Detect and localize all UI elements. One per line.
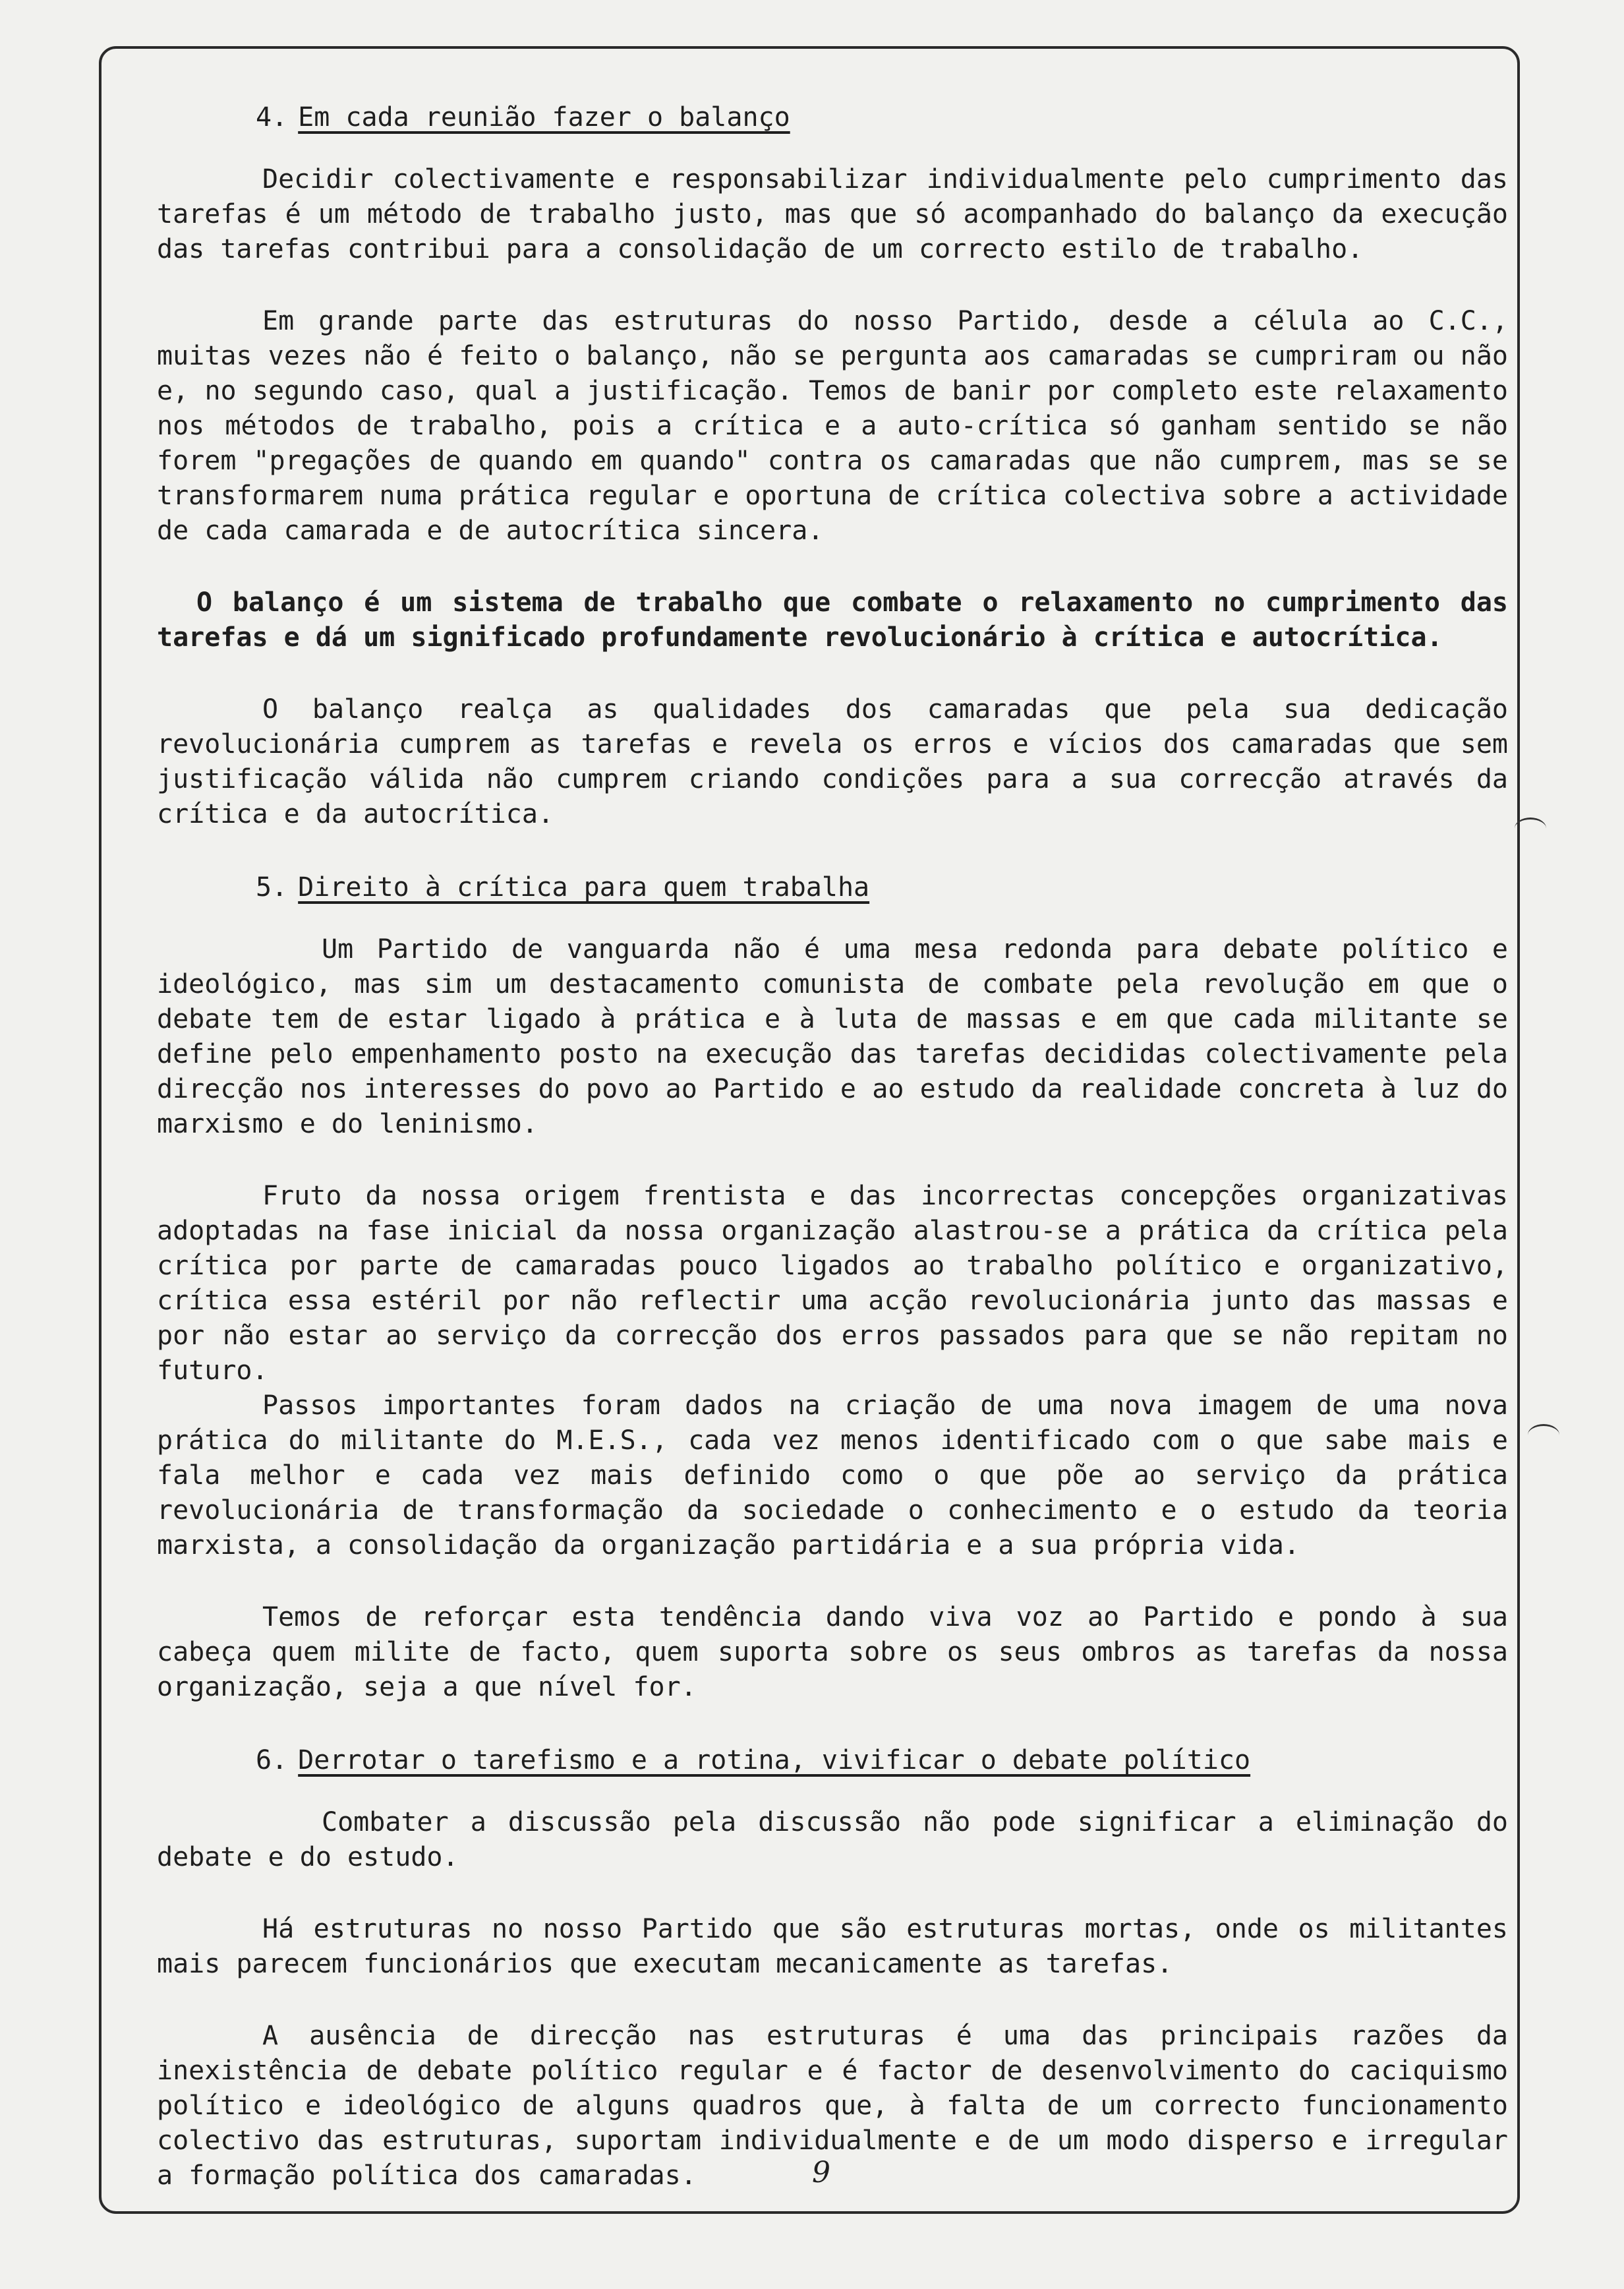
section-heading <box>256 869 1508 906</box>
section-title: Direito à crítica para quem trabalha <box>298 872 870 903</box>
paragraph: O balanço é um sistema de trabalho que combate o relaxamento no cumprimento das tarefas e dá um significado profundamente revolucionário à crítica e autocrítica. <box>157 587 1508 653</box>
paragraph: Passos importantes foram dados na criação de uma nova imagem de uma nova prática do militante do M.E.S., cada vez menos identificado com o que sabe mais e fala melhor e cada vez mais definido como o que põe ao serviço da prática revolucionária de transformação da sociedade o conhecimento e o estudo da teoria marxista, a consolidação da organização partidária e a sua própria vida. <box>157 1390 1508 1561</box>
paragraph: Combater a discussão pela discussão não pode significar a eliminação do debate e do estudo. <box>157 1807 1508 1872</box>
paragraph: Decidir colectivamente e responsabilizar individualmente pelo cumprimento das tarefas é um método de trabalho justo, mas que só acompanhado do balanço da execução das tarefas contribui para a consolidação de um correcto estilo de trabalho. <box>157 164 1508 264</box>
section-number: 4. <box>256 102 288 133</box>
section-heading <box>256 99 1508 136</box>
paragraph: Temos de reforçar esta tendência dando viva voz ao Partido e pondo à sua cabeça quem milite de facto, quem suporta sobre os seus ombros as tarefas da nossa organização, seja a que nível for. <box>157 1602 1508 1702</box>
section-heading <box>256 1742 1508 1779</box>
paragraph: O balanço realça as qualidades dos camaradas que pela sua dedicação revolucionária cumprem as tarefas e revela os erros e vícios dos camaradas que sem justificação válida não cumprem criando condições para a sua correcção através da crítica e da autocrítica. <box>157 694 1508 829</box>
paragraph: Fruto da nossa origem frentista e das incorrectas concepções organizativas adoptadas na fase inicial da nossa organização alastrou-se a prática da crítica pela crítica por parte de camaradas pouco ligados ao trabalho político e organizativo, crítica essa estéril por não reflectir uma acção revolucionária junto das massas e por não estar ao serviço da correcção dos erros passados para que se não repitam no futuro. <box>157 1181 1508 1386</box>
paragraph: Em grande parte das estruturas do nosso Partido, desde a célula ao C.C., muitas vezes não é feito o balanço, não se pergunta aos camaradas se cumpriram ou não e, no segundo caso, qual a justificação. Temos de banir por completo este relaxamento nos métodos de trabalho, pois a crítica e a auto-crítica só ganham sentido se não forem "pregações de quando em quando" contra os camaradas que não cumprem, mas se se transformarem numa prática regular e oportuna de crítica colectiva sobre a actividade de cada camarada e de autocrítica sincera. <box>157 306 1508 546</box>
margin-mark <box>1515 818 1546 839</box>
section-number: 5. <box>256 872 288 903</box>
page-number: 9 <box>812 2156 830 2189</box>
section-title: Em cada reunião fazer o balanço <box>298 102 790 133</box>
section-number: 6. <box>256 1745 288 1775</box>
margin-mark <box>1528 1424 1559 1446</box>
document-body <box>157 99 1508 2230</box>
paragraph: Há estruturas no nosso Partido que são estruturas mortas, onde os militantes mais parecem funcionários que executam mecanicamente as tarefas. <box>157 1914 1508 1979</box>
section-title: Derrotar o tarefismo e a rotina, vivificar o debate político <box>298 1745 1251 1775</box>
paragraph: Um Partido de vanguarda não é uma mesa redonda para debate político e ideológico, mas sim um destacamento comunista de combate pela revolução em que o debate tem de estar ligado à prática e à luta de massas e em que cada militante se define pelo empenhamento posto na execução das tarefas decididas colectivamente pela direcção nos interesses do povo ao Partido e ao estudo da realidade concreta à luz do marxismo e do leninismo. <box>157 934 1508 1139</box>
paragraph: A ausência de direcção nas estruturas é uma das principais razões da inexistência de debate político regular e é factor de desenvolvimento do caciquismo político e ideológico de alguns quadros que, à falta de um correcto funcionamento colectivo das estruturas, suportam individualmente e de um modo disperso e irregular a formação política dos camaradas. <box>157 2021 1508 2191</box>
